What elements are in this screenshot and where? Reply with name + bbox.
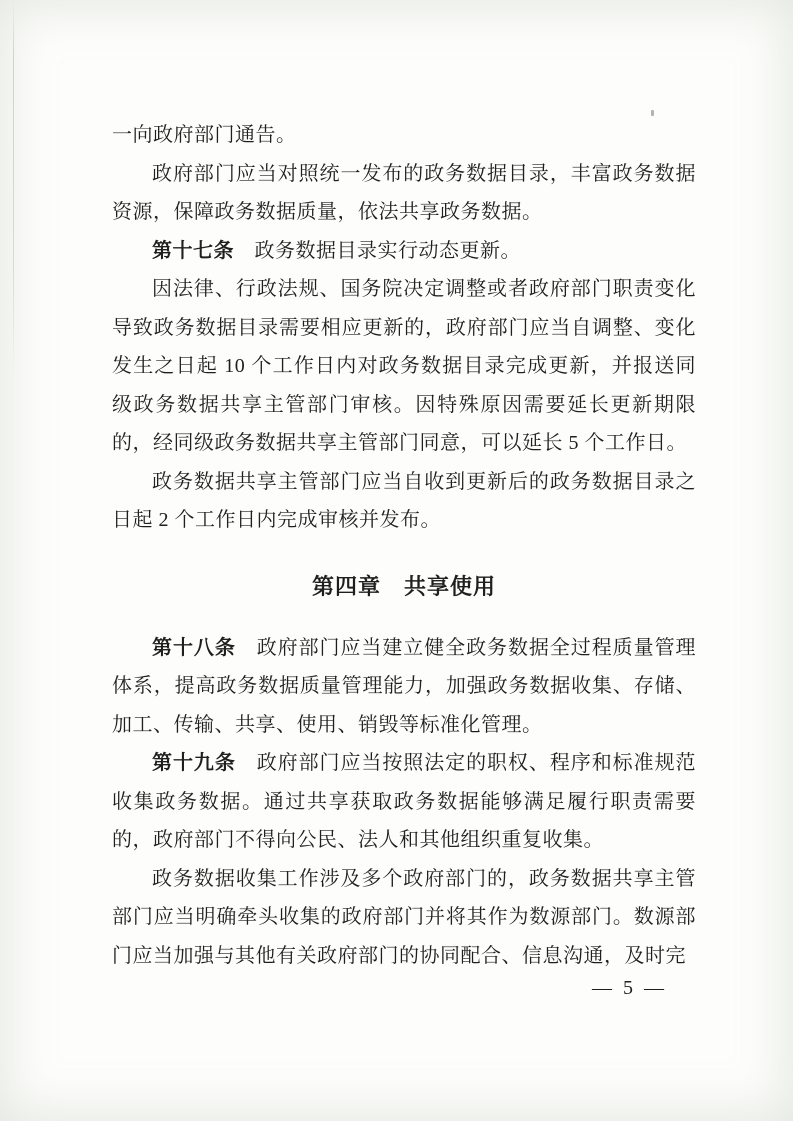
article-19 bbox=[112, 744, 696, 860]
article-19-number: 第十九条 bbox=[152, 752, 236, 774]
article-17-text: 政务数据目录实行动态更新。 bbox=[234, 239, 521, 262]
document-body bbox=[112, 116, 696, 975]
article-17 bbox=[112, 232, 696, 271]
paragraph: 政府部门应当对照统一发布的政务数据目录，丰富政务数据资源，保障政务数据质量，依法共享政务数据。 bbox=[112, 162, 696, 223]
paragraph: 因法律、行政法规、国务院决定调整或者政府部门职责变化导致政务数据目录需要相应更新的，政府部门应当自调整、变化发生之日起 10 个工作日内对政务数据目录完成更新，并报送同级政务数据共享主管部门审核。因特殊原因需要延长更新期限的，经同级政务数据共享主管部门同意，可以延长 5 个工作日。 bbox=[112, 278, 696, 454]
page-number: — 5 — bbox=[592, 977, 667, 999]
paragraph-continuation: 一向政府部门通告。 bbox=[112, 124, 297, 146]
article-18 bbox=[112, 629, 696, 745]
article-18-number: 第十八条 bbox=[152, 636, 236, 659]
chapter-4-heading: 第四章 共享使用 bbox=[311, 573, 496, 599]
paragraph: 政务数据共享主管部门应当自收到更新后的政务数据目录之日起 2 个工作日内完成审核并发布。 bbox=[112, 470, 696, 531]
article-18-text: 政府部门应当建立健全政务数据全过程质量管理体系，提高政务数据质量管理能力，加强政务数据收集、存储、加工、传输、共享、使用、销毁等标准化管理。 bbox=[112, 636, 697, 736]
scan-artifact-line bbox=[13, 0, 14, 380]
paragraph: 政务数据收集工作涉及多个政府部门的，政务数据共享主管部门应当明确牵头收集的政府部门并将其作为数源部门。数源部门应当加强与其他有关政府部门的协同配合、信息沟通，及时完 bbox=[112, 867, 696, 967]
article-19-text: 政府部门应当按照法定的职权、程序和标准规范收集政务数据。通过共享获取政务数据能够满足履行职责需要的，政府部门不得向公民、法人和其他组织重复收集。 bbox=[112, 752, 697, 851]
article-17-number: 第十七条 bbox=[152, 239, 234, 262]
